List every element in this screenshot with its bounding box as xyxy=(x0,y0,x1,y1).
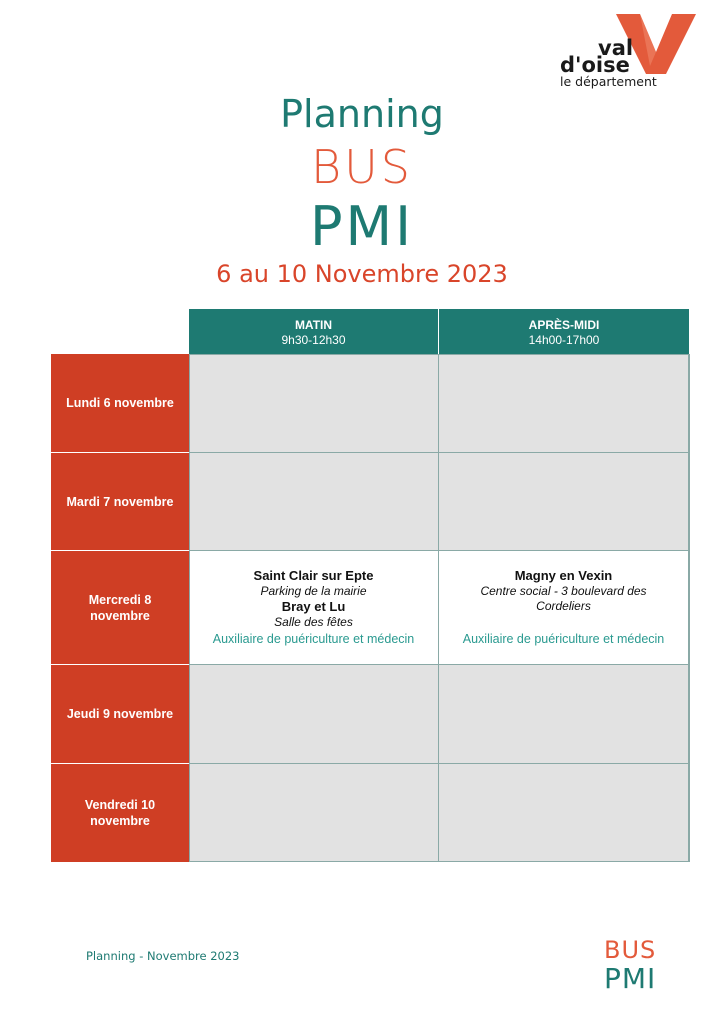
cell-thursday-afternoon xyxy=(439,665,689,764)
day-label: Jeudi 9 novembre xyxy=(66,707,174,721)
cell-friday-afternoon xyxy=(439,764,689,862)
logo-line-2: d'oise xyxy=(560,53,630,77)
cell-tuesday-afternoon xyxy=(439,453,689,551)
logo-line-3: le département xyxy=(560,74,657,89)
day-wednesday xyxy=(51,551,189,665)
day-tuesday xyxy=(51,453,189,551)
footer-text: Planning - Novembre 2023 xyxy=(86,949,240,963)
day-label: Mardi 7 novembre xyxy=(66,494,174,509)
val-doise-logo xyxy=(556,12,702,92)
cell-monday-morning xyxy=(189,354,439,453)
header-morning xyxy=(189,309,439,354)
wed-afternoon-place-1: Magny en Vexin xyxy=(514,568,613,583)
wed-afternoon-staff: Auxiliaire de puériculture et médecin xyxy=(462,631,665,646)
title-planning: Planning xyxy=(280,92,444,136)
cell-friday-morning xyxy=(189,764,439,862)
header-afternoon xyxy=(439,309,689,354)
header-morning-label: MATIN xyxy=(294,318,333,332)
header-afternoon-label: APRÈS-MIDI xyxy=(528,318,600,332)
footer-logo-pmi: PMI xyxy=(604,962,657,995)
day-label: Vendredi 10 novembre xyxy=(84,798,156,828)
wed-morning-location-2: Salle des fêtes xyxy=(274,614,353,629)
header-afternoon-hours: 14h00-17h00 xyxy=(528,333,600,347)
wed-morning-place-1: Saint Clair sur Epte xyxy=(253,568,374,583)
header-morning-hours: 9h30-12h30 xyxy=(281,333,346,347)
cell-wednesday-afternoon xyxy=(439,551,689,665)
wed-morning-location-1: Parking de la mairie xyxy=(260,583,367,598)
day-label: Lundi 6 novembre xyxy=(66,396,174,410)
cell-tuesday-morning xyxy=(189,453,439,551)
footer-logo-bus: BUS xyxy=(604,936,657,964)
day-label: Mercredi 8 novembre xyxy=(88,592,152,623)
day-thursday xyxy=(51,665,189,764)
logo-line-1: val xyxy=(598,36,634,60)
day-friday xyxy=(51,764,189,862)
cell-monday-afternoon xyxy=(439,354,689,453)
wed-morning-place-2: Bray et Lu xyxy=(281,599,346,614)
wed-morning-staff: Auxiliaire de puériculture et médecin xyxy=(212,632,415,646)
wed-afternoon-location-1: Centre social - 3 boulevard des Cordeliers xyxy=(480,583,647,613)
cell-wednesday-morning xyxy=(189,551,439,665)
day-monday xyxy=(51,354,189,453)
title-bus: BUS xyxy=(311,140,413,194)
title-pmi: PMI xyxy=(309,195,415,258)
title-dates: 6 au 10 Novembre 2023 xyxy=(216,260,508,288)
cell-thursday-morning xyxy=(189,665,439,764)
